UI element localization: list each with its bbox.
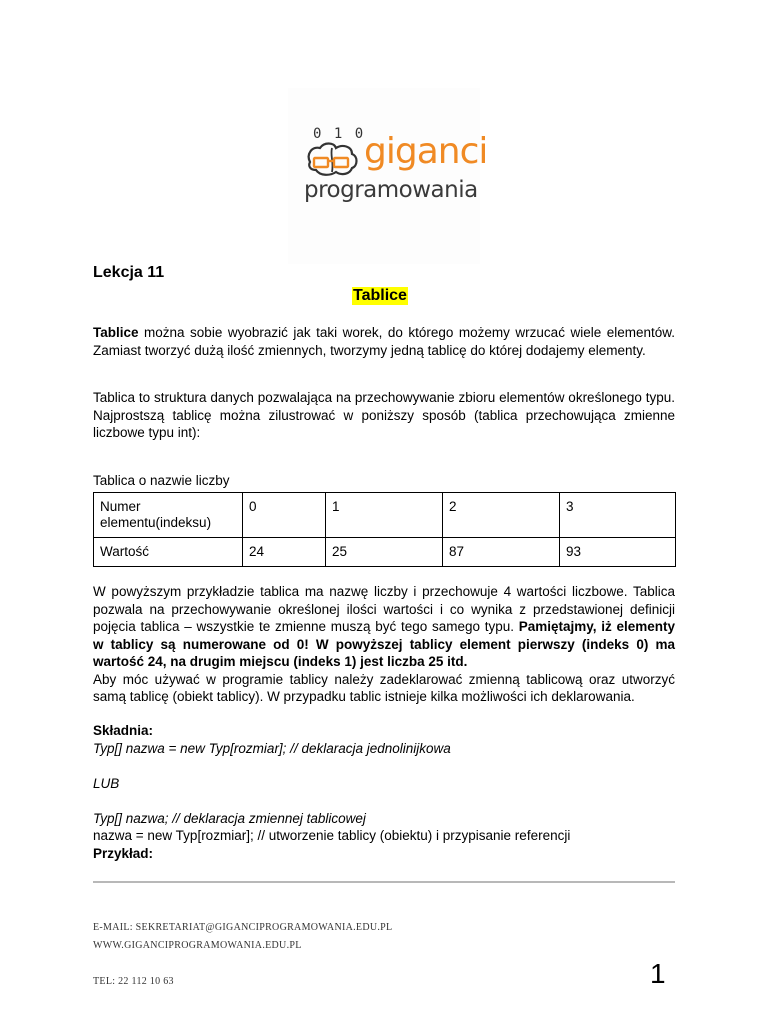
table-cell: Numer elementu(indeksu) [94,493,243,538]
syntax-line-creation: nazwa = new Typ[rozmiar]; // utworzenie tablicy (obiektu) i przypisanie referencji [93,828,571,843]
footer-phone [93,976,174,987]
array-table [93,492,676,567]
explanation-bold-note: Pamiętajmy, iż elementy w tablicy są numerowane od 0! W powyższej tablicy element pierwszy (indeks 0) ma wartość 24, na drugim miejscu (indeks 1) jest liczba 25 itd. [93,619,675,669]
intro-paragraph [93,324,675,359]
syntax-section [93,722,675,862]
definition-paragraph: Tablica to struktura danych pozwalająca na przechowywanie zbioru elementów określonego typu. Najprostszą tablicę można zilustrować w poniższy sposób (tablica przechowująca zmienne liczbowe typu int): [93,390,675,440]
syntax-or: LUB [93,775,120,791]
table-caption: Tablica o nazwie liczby [93,473,230,488]
explanation-paragraph [93,583,675,706]
table-cell: 0 [243,493,326,538]
footer-phone-number: 22 112 10 63 [118,976,174,987]
table-row [94,493,676,538]
syntax-line-oneline: Typ[] nazwa = new Typ[rozmiar]; // deklaracja jednolinijkowa [93,740,451,756]
logo-digits: 0 1 0 [313,126,366,142]
footer-divider [93,881,675,883]
table-row [94,538,676,567]
footer-email: E-MAIL: SEKRETARIAT@GIGANCIPROGRAMOWANIA.EDU.PL [93,922,393,933]
logo-word-programowania: programowania [304,177,478,203]
table-cell: 1 [326,493,443,538]
table-cell: 3 [560,493,676,538]
syntax-line-declaration: Typ[] nazwa; // deklaracja zmiennej tablicowej [93,810,366,826]
brain-glasses-icon [304,140,364,180]
table-cell: 2 [443,493,560,538]
logo [288,88,488,264]
declaration-text: Aby móc używać w programie tablicy należy zadeklarować zmienną tablicową oraz utworzyć samą tablicę (obiekt tablicy). W przypadku tablic istnieje kilka możliwości ich deklarowania. [93,671,675,704]
table-cell: 93 [560,538,676,567]
logo-word-giganci: giganci [364,131,488,172]
example-heading: Przykład: [93,845,154,861]
lesson-heading: Lekcja 11 [93,264,165,281]
table-cell: 87 [443,538,560,567]
page-number: 1 [650,958,666,989]
footer-website: WWW.GIGANCIPROGRAMOWANIA.EDU.PL [93,940,302,951]
table-cell: 25 [326,538,443,567]
intro-bold-term: Tablice [93,325,139,340]
footer-phone-label: TEL: [93,976,116,987]
explanation-text: W powyższym przykładzie tablica ma nazwę liczby i przechowuje 4 wartości liczbowe. Tablica pozwala na przechowywanie określonej ilości wartości i co wynika z przedstawionej definicji pojęcia tablica – wszystkie te zmienne muszą być tego samego typu. [93,584,675,634]
page-title: Tablice [353,287,407,304]
syntax-heading: Składnia: [93,723,154,738]
table-cell: 24 [243,538,326,567]
intro-text: można sobie wyobrazić jak taki worek, do którego możemy wrzucać wiele elementów. Zamiast tworzyć dużą ilość zmiennych, tworzymy jedną tablicę do której dodajemy elementy. [93,325,675,358]
table-cell: Wartość [94,538,243,567]
